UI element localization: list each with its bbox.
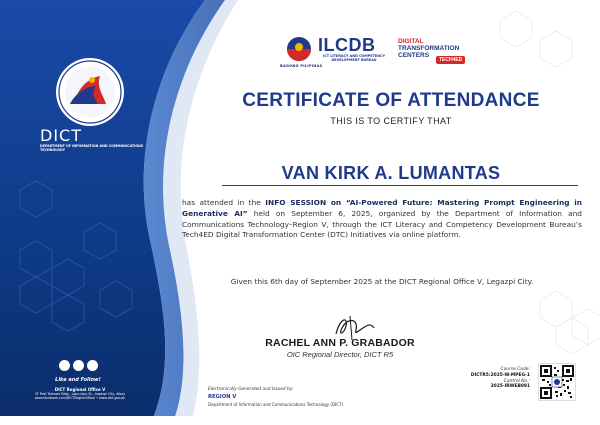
issuer-department: Department of Information and Communications Technology (DICT) <box>208 402 344 407</box>
email-icon[interactable] <box>59 360 70 371</box>
qr-code-icon[interactable] <box>538 363 576 401</box>
course-code-box <box>471 367 530 390</box>
facebook-icon[interactable] <box>87 360 98 371</box>
bagong-pilipinas-label: BAGONG PILIPINAS <box>280 64 323 68</box>
generated-by-label: Electronically Generated and Issued by: <box>208 387 294 392</box>
body-intro: has attended in the <box>182 198 266 207</box>
instagram-icon[interactable] <box>73 360 84 371</box>
social-icons <box>59 360 98 371</box>
body-details: held on September 6, 2025, organized by the Department of Information and Communications Technology–Region V, through the ICT Literacy and Competency Development Bureau’s Tech4ED Digital Transformation Center (DTC) Initiatives via online platform. <box>182 208 582 240</box>
tech4ed-badge: TECH4ED <box>436 56 465 64</box>
bottom-margin <box>0 416 600 425</box>
ilcdb-text: ILCDB <box>318 35 376 55</box>
signatory-title: OIC Regional Director, DICT R5 <box>286 350 394 359</box>
event-title: INFO SESSION on “AI-Powered Future: Mastering Prompt Engineering in Generative AI” <box>182 198 582 218</box>
certificate-title: CERTIFICATE OF ATTENDANCE <box>242 90 540 111</box>
bagong-pilipinas-logo-icon <box>286 36 312 62</box>
course-code-label: Course Code: <box>500 367 530 372</box>
ilcdb-logo <box>318 36 390 62</box>
dtc-line2: TRANSFORMATION <box>398 45 460 52</box>
name-underline <box>222 185 578 186</box>
given-date-text: Given this 6th day of September 2025 at the DICT Regional Office V, Legazpi City. <box>230 277 534 286</box>
dict-full-name: DEPARTMENT OF INFORMATION AND COMMUNICATIONS TECHNOLOGY <box>40 144 144 152</box>
dict-wordmark <box>40 128 150 152</box>
dict-logo-text: DICT <box>40 126 82 145</box>
office-links[interactable]: www.facebook.com/DICTRegionVBicol • www.dict.gov.ph <box>34 396 126 400</box>
office-name: DICT Regional Office V <box>54 387 106 392</box>
signatory-name: RACHEL ANN P. GRABADOR <box>265 337 415 349</box>
control-no-value: 2025-IRWEB891 <box>490 384 530 390</box>
issuer-region: REGION V <box>208 394 237 400</box>
ilcdb-full-name: ICT LITERACY AND COMPETENCY DEVELOPMENT BUREAU <box>322 54 386 62</box>
certificate-body <box>182 198 582 241</box>
like-follow-text: Like and Follow! <box>55 377 101 383</box>
course-code-value: DICTR5:2025-W-MPEG-1 <box>470 372 530 378</box>
control-no-label: Control No.: <box>503 378 530 384</box>
dict-seal-icon <box>56 58 124 126</box>
dtc-line1: DIGITAL <box>398 38 424 45</box>
certificate-subtitle: THIS IS TO CERTIFY THAT <box>330 116 452 126</box>
recipient-name: VAN KIRK A. LUMANTAS <box>281 163 501 183</box>
office-address: 2F Post Telecom Bldg., Lapu-lapu St., Legazpi City, Albay <box>34 392 126 396</box>
office-info <box>10 387 150 400</box>
dtc-line3: CENTERS <box>398 52 430 59</box>
